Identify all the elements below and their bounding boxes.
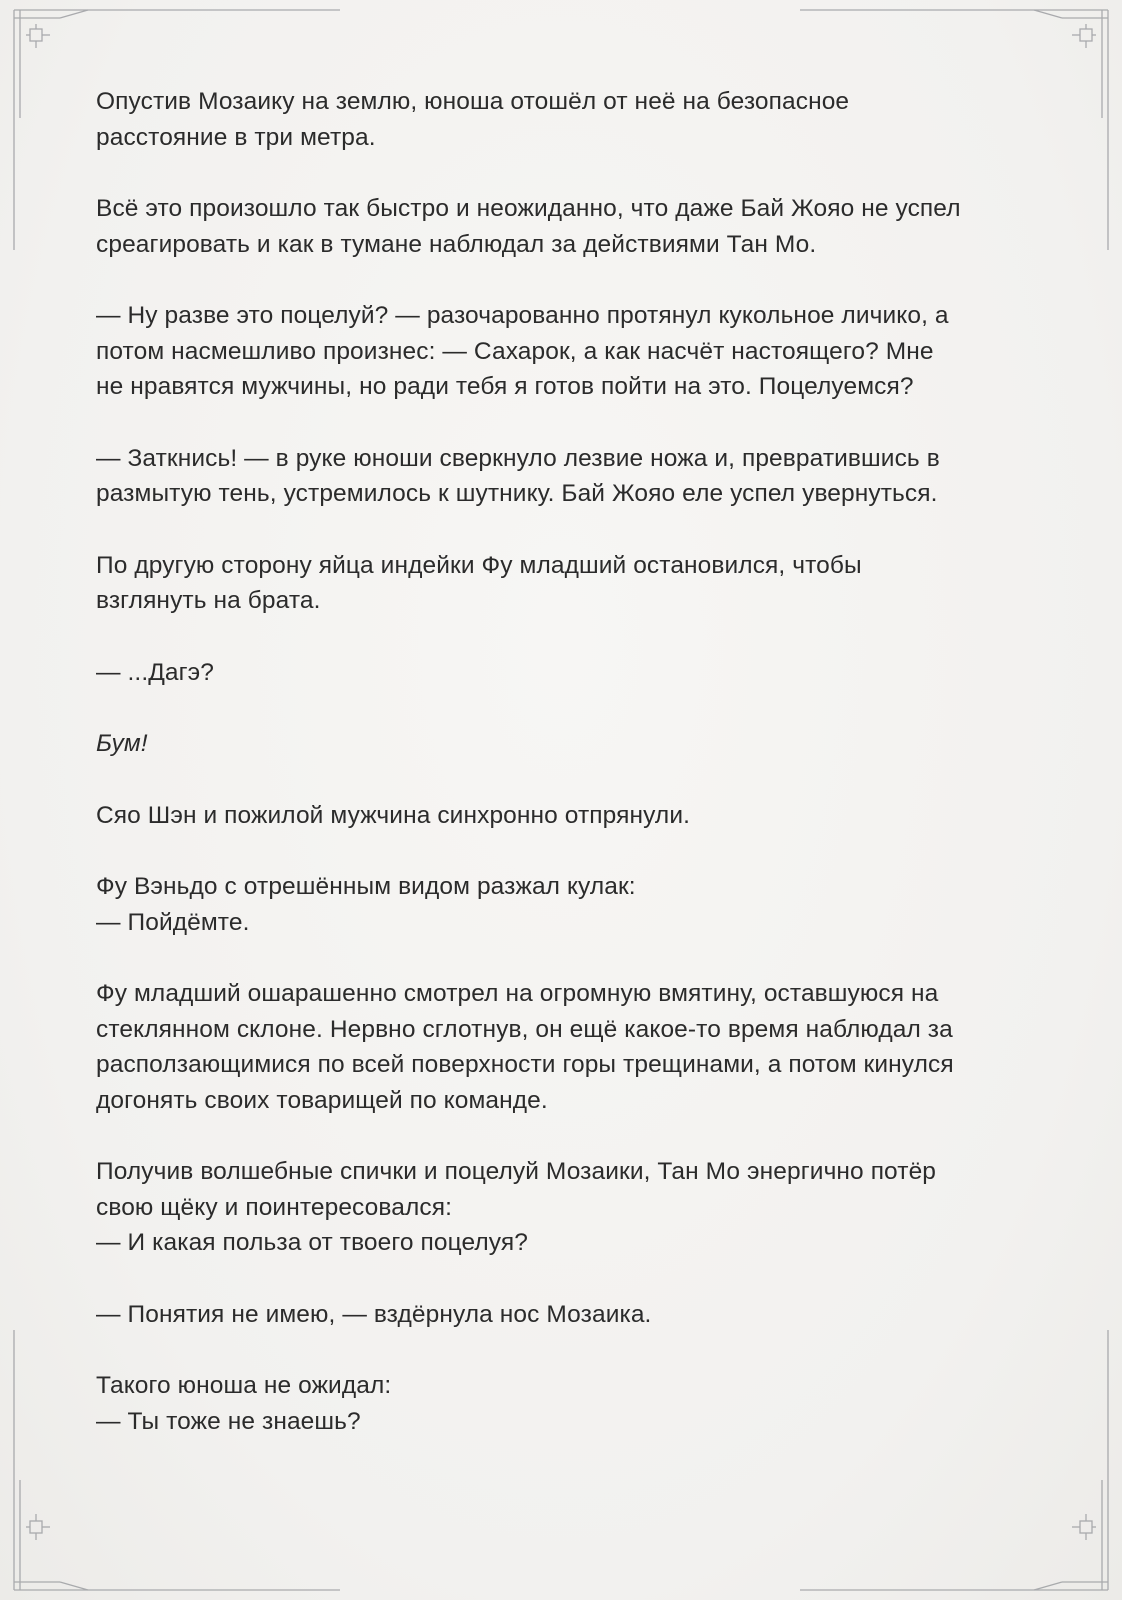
text-line: расстояние в три метра. [96,123,376,151]
paragraph [96,869,1036,940]
text-line: — И какая польза от твоего поцелуя? [96,1229,528,1256]
text-body [96,84,1036,1475]
paragraph-italic [96,726,1036,762]
paragraph [96,976,1036,1118]
text-line: стеклянном склоне. Нервно сглотнув, он ещё какое-то время наблюдал за [96,1015,953,1043]
text-line: Фу младший ошарашенно смотрел на огромную вмятину, оставшуюся на [96,980,939,1007]
text-line: — Пойдёмте. [96,908,250,936]
text-line: догонять своих товарищей по команде. [96,1086,548,1114]
paragraph [96,548,1036,619]
paragraph [96,1368,1036,1439]
text-line: взглянуть на брата. [96,587,321,614]
text-line: Сяо Шэн и пожилой мужчина синхронно отпрянули. [96,801,691,829]
text-line: не нравятся мужчины, но ради тебя я готов пойти на это. Поцелуемся? [96,373,914,400]
text-line: Всё это произошло так быстро и неожиданно, что даже Бай Жояо не успел [96,195,961,222]
paragraph [96,298,1036,405]
paragraph [96,1297,1036,1333]
text-line: Такого юноша не ожидал: [96,1372,392,1399]
paragraph [96,655,1036,691]
text-line: свою щёку и поинтересовался: [96,1193,452,1221]
paragraph [96,441,1036,512]
text-line: потом насмешливо произнес: — Сахарок, а как насчёт настоящего? Мне [96,337,934,365]
paragraph [96,84,1036,155]
text-line: — Заткнись! — в руке юноши сверкнуло лезвие ножа и, превратившись в [96,444,940,472]
text-line: — ...Дагэ? [96,658,215,686]
text-line: расползающимися по всей поверхности горы трещинами, а потом кинулся [96,1051,954,1078]
text-line: — Ты тоже не знаешь? [96,1407,361,1435]
text-line: среагировать и как в тумане наблюдал за действиями Тан Мо. [96,230,817,258]
paragraph [96,798,1036,834]
text-line: Опустив Мозаику на землю, юноша отошёл от неё на безопасное [96,88,850,115]
text-line: — Ну разве это поцелуй? — разочарованно протянул кукольное личико, а [96,302,949,329]
text-line: — Понятия не имею, — вздёрнула нос Мозаика. [96,1300,652,1328]
text-line: По другую сторону яйца индейки Фу младший остановился, чтобы [96,551,862,579]
text-line: Бум! [96,730,148,757]
paragraph [96,1154,1036,1261]
text-line: Фу Вэньдо с отрешённым видом разжал кулак: [96,873,636,900]
paragraph [96,191,1036,262]
text-line: размытую тень, устремилось к шутнику. Бай Жояо еле успел увернуться. [96,480,938,507]
text-line: Получив волшебные спички и поцелуй Мозаики, Тан Мо энергично потёр [96,1158,937,1185]
